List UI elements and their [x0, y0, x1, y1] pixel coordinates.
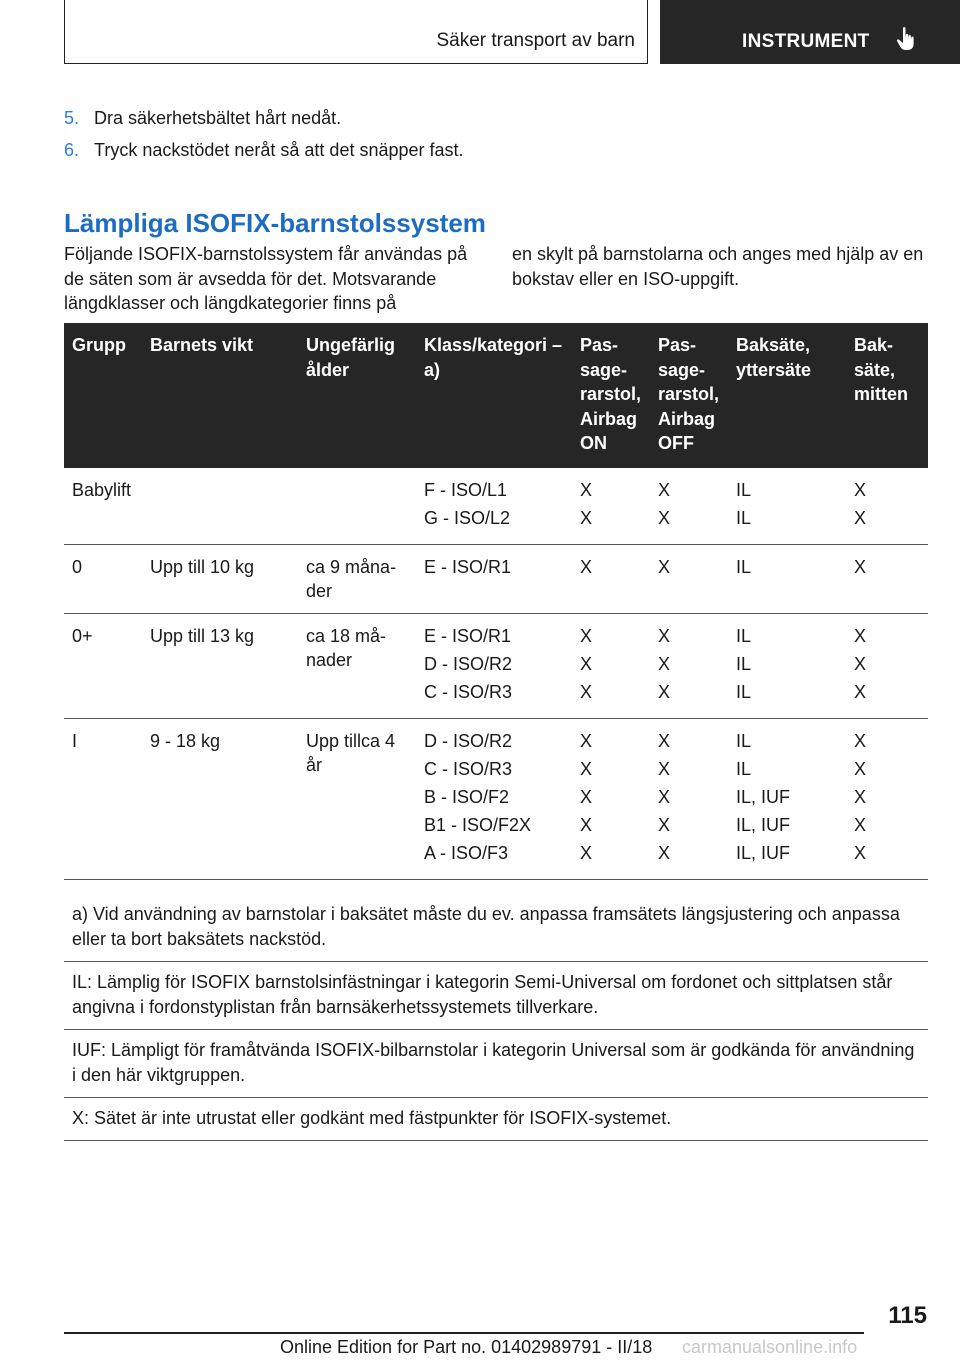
cell-line: X — [580, 682, 593, 702]
cell-age: Upp tillca 4 år — [298, 719, 416, 880]
col-header-rear-outer: Baksäte, yttersäte — [728, 323, 846, 468]
cell-line: X — [580, 843, 593, 863]
cell-line: X — [854, 731, 867, 751]
cell-line: X — [854, 557, 867, 577]
cell-middle — [846, 468, 928, 545]
col-header-airbag-on: Passagerarstol, Airbag ON — [572, 323, 650, 468]
edition-text: Online Edition for Part no. 01402989791 - II/18 — [280, 1337, 653, 1357]
cell-line: IL — [736, 682, 752, 702]
cell-line: X — [580, 654, 593, 674]
cell-weight: 9 - 18 kg — [142, 719, 298, 880]
cell-line: IL, IUF — [736, 843, 791, 863]
cell-line: X — [580, 759, 593, 779]
section-title: Säker transport av barn — [436, 30, 635, 51]
cell-line: X — [854, 654, 867, 674]
intro-text-right: en skylt på barnstolarna och anges med hjälp av en bokstav eller en ISO-uppgift. — [512, 244, 924, 289]
cell-line: X — [658, 480, 671, 500]
cell-line: G - ISO/L2 — [424, 508, 511, 528]
cell-class — [416, 614, 572, 719]
cell-line: IL — [736, 731, 752, 751]
footnote: a) Vid användning av barnstolar i baksätet måste du ev. anpassa framsätets längsjustering och anpassa eller ta bort baksätets nackstöd. — [64, 894, 928, 962]
cell-line: X — [854, 815, 867, 835]
step-number: 6. — [64, 140, 80, 160]
cell-line: B1 - ISO/F2X — [424, 815, 532, 835]
cell-line: X — [658, 787, 671, 807]
col-header-airbag-off: Passagerarstol, Airbag OFF — [650, 323, 728, 468]
table-header-row — [64, 323, 928, 468]
col-header-class: Klass/kategori – a) — [416, 323, 572, 468]
cell-outer — [728, 468, 846, 545]
cell-middle — [846, 719, 928, 880]
cell-line: X — [658, 731, 671, 751]
cell-line: IL — [736, 759, 752, 779]
cell-line: B - ISO/F2 — [424, 787, 510, 807]
cell-off — [650, 719, 728, 880]
step-item — [64, 138, 464, 162]
step-number: 5. — [64, 108, 80, 128]
cell-line: E - ISO/R1 — [424, 557, 512, 577]
col-header-weight: Barnets vikt — [142, 323, 298, 468]
cell-line: F - ISO/L1 — [424, 480, 508, 500]
isofix-table — [64, 323, 928, 880]
chapter-tab-label: INSTRUMENT — [742, 31, 870, 52]
cell-line: X — [854, 787, 867, 807]
cell-on — [572, 545, 650, 614]
cell-line: D - ISO/R2 — [424, 731, 513, 751]
table-row — [64, 468, 928, 545]
cell-line: X — [580, 815, 593, 835]
footnote: IUF: Lämpligt för framåtvända ISOFIX-bilbarnstolar i kategorin Universal som är godkända för användning i den här viktgruppen. — [64, 1030, 928, 1098]
footnote: IL: Lämplig för ISOFIX barnstolsinfästningar i kategorin Semi-Universal om fordonet och sittplatsen står angivna i fordonstyplistan från barnsäkerhetssystemets tillverkare. — [64, 962, 928, 1030]
cell-on — [572, 468, 650, 545]
table-row — [64, 719, 928, 880]
cell-line: X — [854, 508, 867, 528]
col-header-group: Grupp — [64, 323, 142, 468]
cell-line: IL — [736, 626, 752, 646]
cell-off — [650, 545, 728, 614]
cell-on — [572, 614, 650, 719]
cell-line: X — [580, 626, 593, 646]
pointing-hand-icon — [896, 26, 918, 57]
cell-line: C - ISO/R3 — [424, 759, 513, 779]
section-heading: Lämpliga ISOFIX-barnstolssystem — [64, 208, 486, 238]
footnote: X: Sätet är inte utrustat eller godkänt med fästpunkter för ISOFIX-systemet. — [64, 1098, 928, 1141]
footer-divider — [64, 1332, 864, 1334]
cell-middle — [846, 545, 928, 614]
cell-line: X — [580, 480, 593, 500]
cell-age — [298, 468, 416, 545]
cell-line: X — [658, 508, 671, 528]
cell-line: X — [658, 843, 671, 863]
cell-group: I — [64, 719, 142, 880]
cell-line: X — [854, 843, 867, 863]
cell-line: IL — [736, 508, 752, 528]
col-header-rear-middle: Baksäte, mitten — [846, 323, 928, 468]
cell-weight — [142, 468, 298, 545]
page-number: 115 — [888, 1302, 927, 1329]
cell-line: X — [854, 682, 867, 702]
cell-line: X — [854, 626, 867, 646]
table-body — [64, 468, 928, 880]
step-text: Dra säkerhetsbältet hårt nedåt. — [94, 108, 342, 128]
cell-line: IL — [736, 480, 752, 500]
intro-text-left: Följande ISOFIX-barnstolssystem får användas på de säten som är avsedda för det. Motsvarande längdklasser och längdkategorier finns på — [64, 244, 468, 313]
cell-line: X — [580, 508, 593, 528]
footnotes — [64, 894, 928, 1141]
cell-age: ca 9 månader — [298, 545, 416, 614]
cell-line: X — [580, 731, 593, 751]
cell-line: X — [580, 557, 593, 577]
cell-line: X — [854, 759, 867, 779]
cell-line: X — [658, 626, 671, 646]
cell-line: D - ISO/R2 — [424, 654, 513, 674]
header-section-box — [64, 0, 648, 64]
cell-class — [416, 719, 572, 880]
step-text: Tryck nackstödet neråt så att det snäpper fast. — [94, 140, 464, 160]
cell-line: X — [580, 787, 593, 807]
cell-age: ca 18 månader — [298, 614, 416, 719]
cell-class — [416, 468, 572, 545]
table-row — [64, 545, 928, 614]
col-header-age: Ungefärlig ålder — [298, 323, 416, 468]
cell-on — [572, 719, 650, 880]
cell-line: X — [658, 682, 671, 702]
cell-line: E - ISO/R1 — [424, 626, 512, 646]
cell-line: X — [658, 759, 671, 779]
cell-group: 0 — [64, 545, 142, 614]
cell-outer — [728, 545, 846, 614]
cell-line: IL, IUF — [736, 787, 791, 807]
cell-line: X — [854, 480, 867, 500]
cell-line: IL, IUF — [736, 815, 791, 835]
cell-line: A - ISO/F3 — [424, 843, 509, 863]
cell-line: IL — [736, 654, 752, 674]
watermark: carmanualsonline.info — [682, 1337, 858, 1357]
cell-group: Babylift — [64, 468, 142, 545]
cell-line: X — [658, 815, 671, 835]
table-row — [64, 614, 928, 719]
step-list — [64, 106, 464, 170]
cell-weight: Upp till 13 kg — [142, 614, 298, 719]
cell-class — [416, 545, 572, 614]
step-item — [64, 106, 464, 130]
cell-weight: Upp till 10 kg — [142, 545, 298, 614]
cell-line: X — [658, 557, 671, 577]
cell-line: X — [658, 654, 671, 674]
chapter-tab — [660, 0, 960, 64]
cell-group: 0+ — [64, 614, 142, 719]
cell-middle — [846, 614, 928, 719]
cell-line: IL — [736, 557, 752, 577]
cell-outer — [728, 614, 846, 719]
cell-off — [650, 614, 728, 719]
cell-line: C - ISO/R3 — [424, 682, 513, 702]
cell-outer — [728, 719, 846, 880]
cell-off — [650, 468, 728, 545]
